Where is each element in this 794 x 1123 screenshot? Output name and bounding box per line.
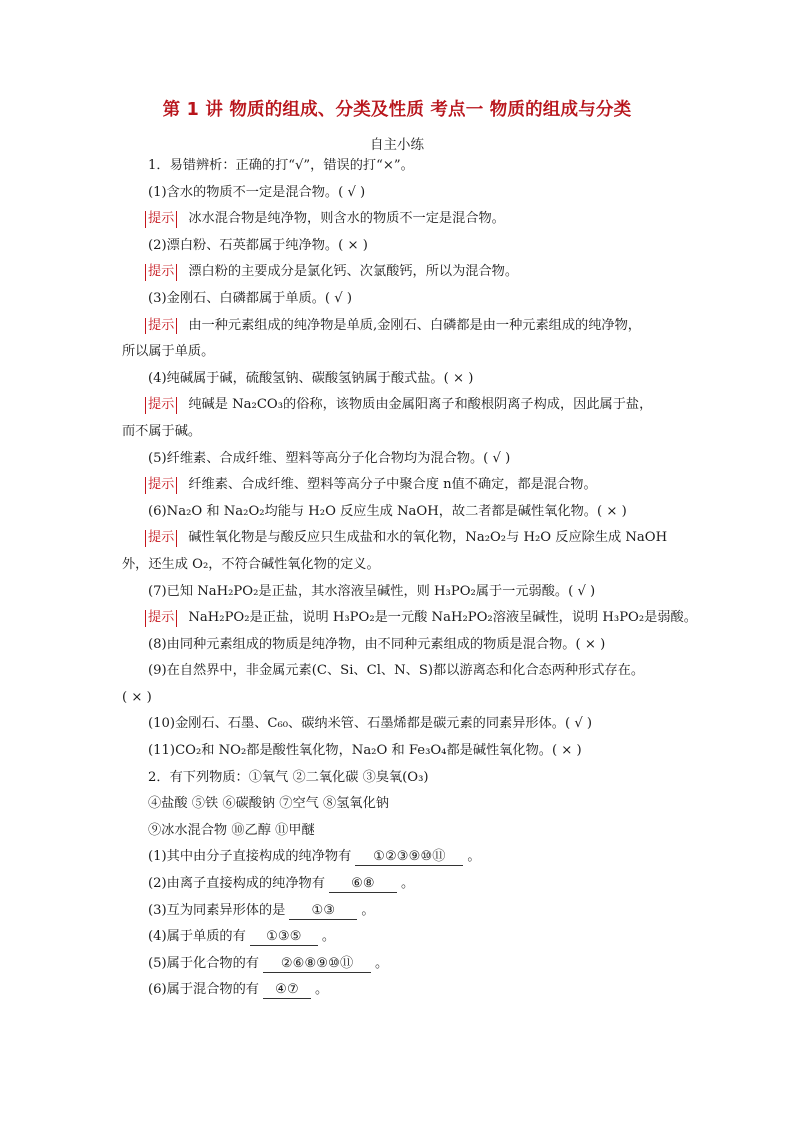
answer-blank: ①③ [289,902,357,920]
statement-2: (2)漂白粉、石英都属于纯净物。( × ) [148,237,368,253]
hint-label: 提示 [148,392,174,419]
sub-question-3: (3)互为同素异形体的是 ①③ 。 [148,902,375,918]
statement-1: (1)含水的物质不一定是混合物。( √ ) [148,184,366,200]
statement-10: (10)金刚石、石墨、C₆₀、碳纳米管、石墨烯都是碳元素的同素异形体。( √ ) [148,716,593,732]
hint-6-continued: 外，还生成 O₂，不符合碱性氧化物的定义。 [122,556,380,572]
question-2-intro: 2．有下列物质：①氧气 ②二氧化碳 ③臭氧(O₃) [148,769,429,785]
statement-5: (5)纤维素、合成纤维、塑料等高分子化合物均为混合物。( √ ) [148,450,511,466]
answer-blank: ④⑦ [263,981,311,999]
hint-label: 提示 [148,472,174,499]
hint-label: 提示 [148,605,174,632]
hint-label: 提示 [148,525,174,552]
content-body [122,153,697,1004]
statement-8: (8)由同种元素组成的物质是纯净物，由不同种元素组成的物质是混合物。( × ) [148,636,606,652]
page-title: 第 1 讲 物质的组成、分类及性质 考点一 物质的组成与分类 [162,100,632,120]
statement-4: (4)纯碱属于碱，硫酸氢钠、碳酸氢钠属于酸式盐。( × ) [148,370,474,386]
answer-blank: ①③⑤ [250,928,318,946]
hint-6: 提示 碱性氧化物是与酸反应只生成盐和水的氧化物，Na₂O₂与 H₂O 反应除生成 NaOH [122,525,674,552]
statement-3: (3)金刚石、白磷都属于单质。( √ ) [148,290,353,306]
sub-question-5: (5)属于化合物的有 ②⑥⑧⑨⑩⑪ 。 [148,955,389,971]
sub-question-4: (4)属于单质的有 ①③⑤ 。 [148,929,335,945]
hint-5: 提示 纤维素、合成纤维、塑料等高分子中聚合度 n值不确定，都是混合物。 [122,472,674,499]
question-1-intro: 1．易错辨析：正确的打“√”，错误的打“×”。 [148,158,414,173]
statement-9-continued: ( × ) [122,689,152,705]
hint-1: 提示 冰水混合物是纯净物，则含水的物质不一定是混合物。 [122,206,674,233]
section-subtitle: 自主小练 [370,137,424,153]
question-2-substances-line-3: ⑨冰水混合物 ⑩乙醇 ⑪甲醚 [148,822,315,838]
question-2-substances-line-2: ④盐酸 ⑤铁 ⑥碳酸钠 ⑦空气 ⑧氢氧化钠 [148,796,389,812]
hint-4-continued: 而不属于碱。 [122,423,202,439]
hint-4: 提示 纯碱是 Na₂CO₃的俗称，该物质由金属阳离子和酸根阴离子构成，因此属于盐， [122,392,674,419]
hint-3: 提示 由一种元素组成的纯净物是单质,金刚石、白磷都是由一种元素组成的纯净物， [122,313,674,340]
answer-blank: ①②③⑨⑩⑪ [355,848,463,866]
hint-label: 提示 [148,313,174,340]
statement-9: (9)在自然界中，非金属元素(C、Si、Cl、N、S)都以游离态和化合态两种形式存在。 [148,663,645,679]
statement-6: (6)Na₂O 和 Na₂O₂均能与 H₂O 反应生成 NaOH，故二者都是碱性氧化物。( × ) [148,503,627,519]
answer-blank: ⑥⑧ [329,875,397,893]
answer-blank: ②⑥⑧⑨⑩⑪ [263,955,371,973]
hint-label: 提示 [148,206,174,233]
hint-2: 提示 漂白粉的主要成分是氯化钙、次氯酸钙，所以为混合物。 [122,259,674,286]
hint-label: 提示 [148,259,174,286]
hint-7: 提示 NaH₂PO₂是正盐，说明 H₃PO₂是一元酸 NaH₂PO₂溶液呈碱性，说明 H₃PO₂是弱酸。 [122,605,674,632]
hint-3-continued: 所以属于单质。 [122,344,215,360]
sub-question-2: (2)由离子直接构成的纯净物有 ⑥⑧ 。 [148,876,415,892]
sub-question-1: (1)其中由分子直接构成的纯净物有 ①②③⑨⑩⑪ 。 [148,849,481,865]
statement-11: (11)CO₂和 NO₂都是酸性氧化物，Na₂O 和 Fe₃O₄都是碱性氧化物。( × ) [148,743,582,759]
statement-7: (7)已知 NaH₂PO₂是正盐，其水溶液呈碱性，则 H₃PO₂属于一元弱酸。( √ ) [148,583,596,599]
sub-question-6: (6)属于混合物的有 ④⑦ 。 [148,982,329,998]
